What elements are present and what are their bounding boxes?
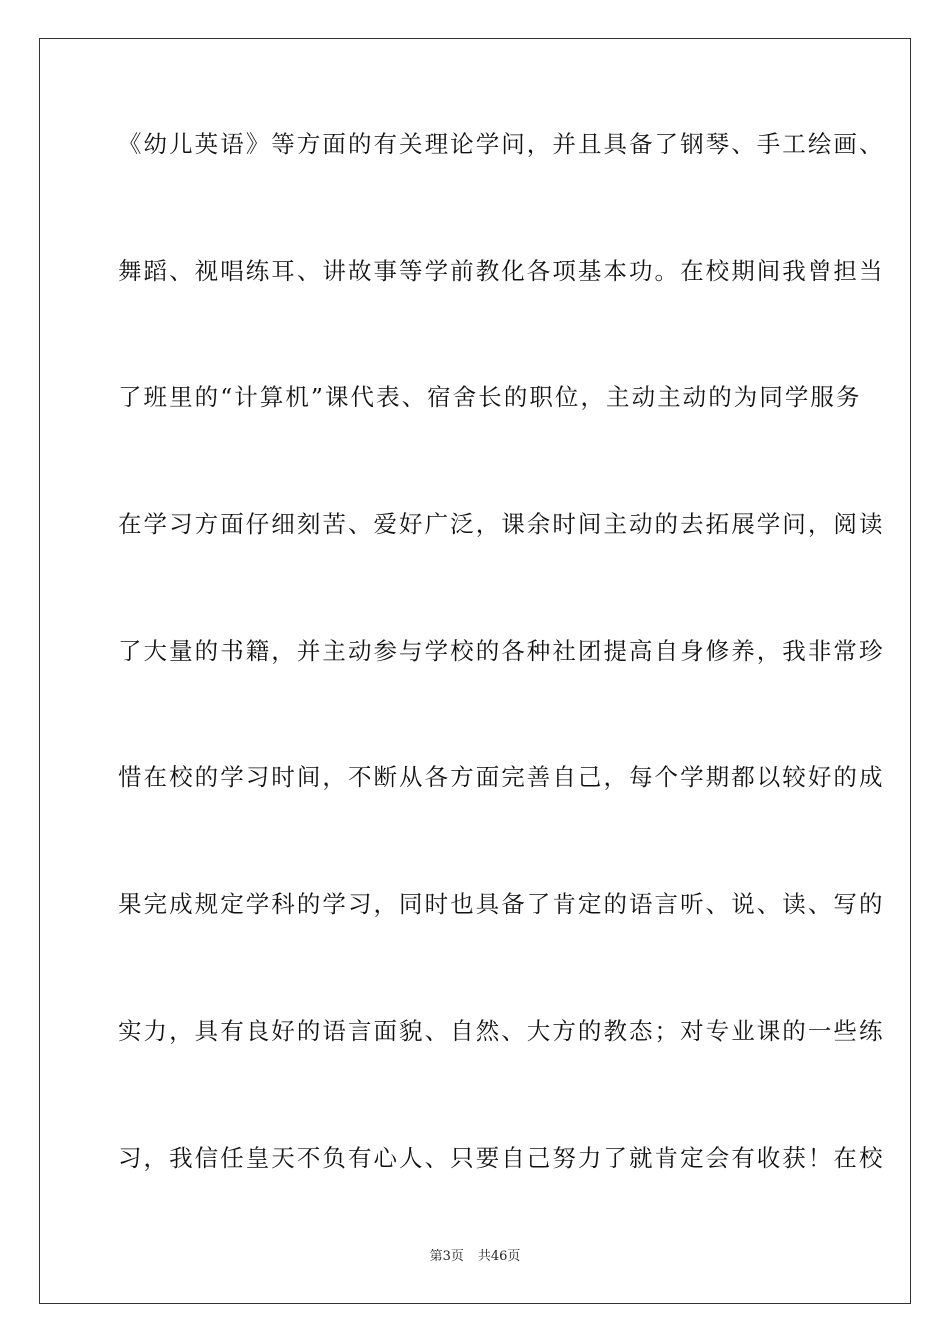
- text-line-8: 实力，具有良好的语言面貌、自然、大方的教态；对专业课的一些练: [118, 1016, 885, 1045]
- text-line-4: 在学习方面仔细刻苦、爱好广泛，课余时间主动的去拓展学问，阅读: [118, 510, 885, 539]
- text-line-5: 了大量的书籍，并主动参与学校的各种社团提高自身修养，我非常珍: [118, 636, 885, 665]
- text-line-6: 惜在校的学习时间，不断从各方面完善自己，每个学期都以较好的成: [118, 763, 885, 792]
- text-line-3: 了班里的“计算机”课代表、宿舍长的职位，主动主动的为同学服务: [118, 383, 862, 412]
- page-footer: [0, 1248, 950, 1266]
- text-line-9: 习，我信任皇天不负有心人、只要自己努力了就肯定会有收获！在校: [118, 1143, 885, 1172]
- text-line-2: 舞蹈、视唱练耳、讲故事等学前教化各项基本功。在校期间我曾担当: [118, 256, 885, 285]
- text-line-7: 果完成规定学科的学习，同时也具备了肯定的语言听、说、读、写的: [118, 890, 885, 919]
- total-pages: 共46页: [477, 1249, 521, 1264]
- document-body: [118, 124, 885, 1264]
- text-line-1: 《幼儿英语》等方面的有关理论学问，并且具备了钢琴、手工绘画、: [118, 130, 885, 158]
- page-number: 第3页: [429, 1249, 464, 1264]
